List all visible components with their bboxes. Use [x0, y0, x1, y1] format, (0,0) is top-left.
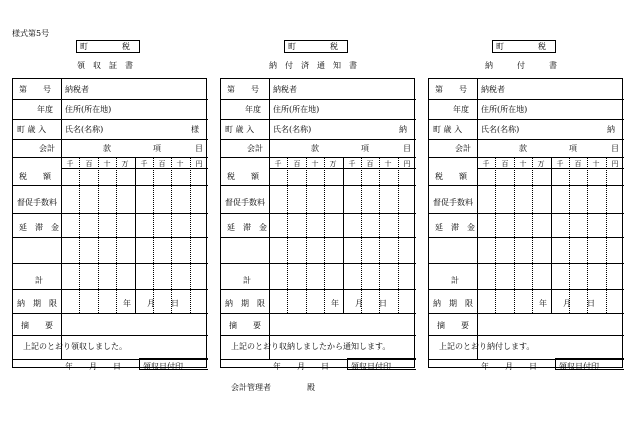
date-label: 年 月 日 — [539, 299, 595, 308]
tax-label: 税 額 — [19, 172, 51, 181]
digit-unit-label: 円 — [195, 160, 203, 168]
grid-line — [13, 289, 208, 290]
grid-line — [606, 157, 607, 313]
digit-unit-label: 万 — [329, 160, 337, 168]
address-label: 住所(所在地) — [273, 105, 320, 114]
reminder-label: 督促手数料 — [17, 198, 57, 207]
grid-line — [429, 185, 624, 186]
delay-label: 延 滞 金 — [19, 223, 59, 232]
kou-label: 項 — [153, 144, 161, 153]
kan-label: 款 — [519, 144, 527, 153]
delay-label: 延 滞 金 — [227, 223, 267, 232]
grid-line — [221, 213, 416, 214]
grid-line — [361, 157, 362, 313]
grid-line — [429, 335, 624, 336]
form-number: 様式第5号 — [12, 29, 50, 38]
grid-line — [477, 139, 478, 157]
digit-unit-label: 百 — [501, 160, 509, 168]
total-label: 計 — [243, 276, 251, 285]
grid-line — [221, 157, 416, 158]
digit-unit-label: 千 — [556, 160, 564, 168]
digit-unit-label: 千 — [348, 160, 356, 168]
grid-line — [221, 263, 416, 264]
grid-line — [13, 335, 208, 336]
taxpayer-label: 納税者 — [273, 85, 297, 94]
grid-line — [190, 157, 191, 313]
grid-line — [429, 213, 624, 214]
grid-line — [135, 157, 136, 313]
due-label: 納 期 限 — [225, 299, 265, 308]
grid-line — [116, 157, 117, 313]
grid-line — [379, 157, 380, 313]
year-label: 年度 — [245, 105, 261, 114]
digit-unit-label: 千 — [274, 160, 282, 168]
grid-line — [269, 139, 270, 157]
digit-unit-label: 十 — [176, 160, 184, 168]
grid-line — [429, 139, 624, 140]
grid-line — [429, 99, 624, 100]
grid-line — [221, 335, 416, 336]
digit-unit-label: 百 — [574, 160, 582, 168]
town-label: 町 歳 入 — [225, 125, 255, 134]
stamp-box — [347, 358, 416, 369]
grid-line — [221, 139, 416, 140]
digit-unit-label: 百 — [85, 160, 93, 168]
digit-unit-label: 十 — [384, 160, 392, 168]
grid-line — [429, 263, 624, 264]
grid-line — [61, 157, 62, 313]
digit-unit-label: 十 — [519, 160, 527, 168]
manager-suffix: 殿 — [307, 383, 315, 392]
date-label: 年 月 日 — [123, 299, 179, 308]
summary-label: 摘 要 — [437, 321, 469, 330]
grid-line — [569, 157, 570, 313]
grid-line — [477, 313, 478, 359]
sign-date: 年 月 日 — [273, 362, 329, 371]
manager-label: 会計管理者 — [231, 383, 271, 392]
grid-line — [429, 119, 624, 120]
digit-unit-label: 百 — [293, 160, 301, 168]
grid-line — [306, 157, 307, 313]
slip-form — [220, 78, 415, 392]
slip-title: 町 税 — [76, 40, 140, 53]
grid-line — [514, 157, 515, 313]
grid-line — [555, 369, 624, 370]
grid-line — [429, 313, 624, 314]
grid-line — [153, 157, 154, 313]
kan-label: 款 — [103, 144, 111, 153]
grid-line — [221, 289, 416, 290]
digit-unit-label: 百 — [366, 160, 374, 168]
taxpayer-label: 納税者 — [65, 85, 89, 94]
moku-label: 目 — [403, 144, 411, 153]
slip-form — [428, 78, 623, 371]
digit-unit-label: 円 — [611, 160, 619, 168]
grid-line — [269, 157, 270, 313]
grid-line — [13, 119, 208, 120]
grid-line — [61, 139, 62, 157]
grid-line — [13, 213, 208, 214]
account-label: 会計 — [247, 144, 263, 153]
account-label: 会計 — [39, 144, 55, 153]
kou-label: 項 — [569, 144, 577, 153]
slip-form — [12, 78, 207, 371]
name-label: 氏名(名称) — [481, 125, 520, 134]
grid-line — [79, 157, 80, 313]
statement: 上記のとおり領収しました。 — [23, 342, 127, 351]
total-label: 計 — [451, 276, 459, 285]
statement: 上記のとおり納付します。 — [439, 342, 535, 351]
digit-unit-label: 千 — [66, 160, 74, 168]
slip-title: 町 税 — [492, 40, 556, 53]
digit-unit-label: 円 — [403, 160, 411, 168]
address-label: 住所(所在地) — [481, 105, 528, 114]
stamp-label: 領収日付印 — [559, 362, 599, 371]
grid-line — [429, 237, 624, 238]
grid-line — [221, 185, 416, 186]
grid-line — [13, 185, 208, 186]
grid-line — [221, 237, 416, 238]
grid-line — [13, 157, 208, 158]
slip-subtitle: 納 付 書 — [485, 61, 565, 70]
delay-label: 延 滞 金 — [435, 223, 475, 232]
town-label: 町 歳 入 — [17, 125, 47, 134]
grid-line — [532, 157, 533, 313]
grid-line — [13, 237, 208, 238]
grid-line — [551, 157, 552, 313]
date-label: 年 月 日 — [331, 299, 387, 308]
grid-line — [13, 99, 208, 100]
sign-date: 年 月 日 — [65, 362, 121, 371]
grid-line — [324, 157, 325, 313]
grid-line — [98, 157, 99, 313]
grid-line — [221, 99, 416, 100]
stamp-box — [139, 358, 208, 369]
kou-label: 項 — [361, 144, 369, 153]
digit-unit-label: 百 — [158, 160, 166, 168]
reminder-label: 督促手数料 — [433, 198, 473, 207]
grid-line — [429, 157, 624, 158]
digit-unit-label: 十 — [592, 160, 600, 168]
address-label: 住所(所在地) — [65, 105, 112, 114]
grid-line — [221, 313, 416, 314]
total-label: 計 — [35, 276, 43, 285]
grid-line — [287, 157, 288, 313]
grid-line — [495, 157, 496, 313]
number-label: 第 号 — [19, 85, 51, 94]
grid-line — [398, 157, 399, 313]
grid-line — [221, 119, 416, 120]
due-label: 納 期 限 — [433, 299, 473, 308]
summary-label: 摘 要 — [229, 321, 261, 330]
number-label: 第 号 — [435, 85, 467, 94]
summary-label: 摘 要 — [21, 321, 53, 330]
slip-subtitle: 納付済通知書 — [269, 61, 365, 70]
taxpayer-label: 納税者 — [481, 85, 505, 94]
account-label: 会計 — [455, 144, 471, 153]
grid-line — [587, 157, 588, 313]
statement: 上記のとおり収納しましたから通知します。 — [231, 342, 391, 351]
name-label: 氏名(名称) — [65, 125, 104, 134]
town-label: 町 歳 入 — [433, 125, 463, 134]
name-suffix: 納 — [607, 125, 615, 134]
stamp-label: 領収日付印 — [143, 362, 183, 371]
grid-line — [343, 157, 344, 313]
stamp-label: 領収日付印 — [351, 362, 391, 371]
slip-title: 町 税 — [284, 40, 348, 53]
grid-line — [477, 157, 478, 313]
due-label: 納 期 限 — [17, 299, 57, 308]
grid-line — [13, 139, 208, 140]
name-suffix: 様 — [191, 125, 199, 134]
year-label: 年度 — [37, 105, 53, 114]
stamp-box — [555, 358, 624, 369]
tax-label: 税 額 — [435, 172, 467, 181]
digit-unit-label: 十 — [103, 160, 111, 168]
digit-unit-label: 十 — [311, 160, 319, 168]
digit-unit-label: 万 — [121, 160, 129, 168]
tax-label: 税 額 — [227, 172, 259, 181]
grid-line — [61, 313, 62, 359]
grid-line — [269, 313, 270, 359]
digit-unit-label: 千 — [140, 160, 148, 168]
reminder-label: 督促手数料 — [225, 198, 265, 207]
year-label: 年度 — [453, 105, 469, 114]
digit-unit-label: 万 — [537, 160, 545, 168]
grid-line — [429, 289, 624, 290]
name-suffix: 納 — [399, 125, 407, 134]
grid-line — [347, 369, 416, 370]
sign-date: 年 月 日 — [481, 362, 537, 371]
kan-label: 款 — [311, 144, 319, 153]
digit-unit-label: 千 — [482, 160, 490, 168]
grid-line — [13, 313, 208, 314]
grid-line — [171, 157, 172, 313]
slip-subtitle: 領収証書 — [77, 61, 141, 70]
grid-line — [13, 263, 208, 264]
number-label: 第 号 — [227, 85, 259, 94]
moku-label: 目 — [195, 144, 203, 153]
name-label: 氏名(名称) — [273, 125, 312, 134]
moku-label: 目 — [611, 144, 619, 153]
grid-line — [139, 369, 208, 370]
